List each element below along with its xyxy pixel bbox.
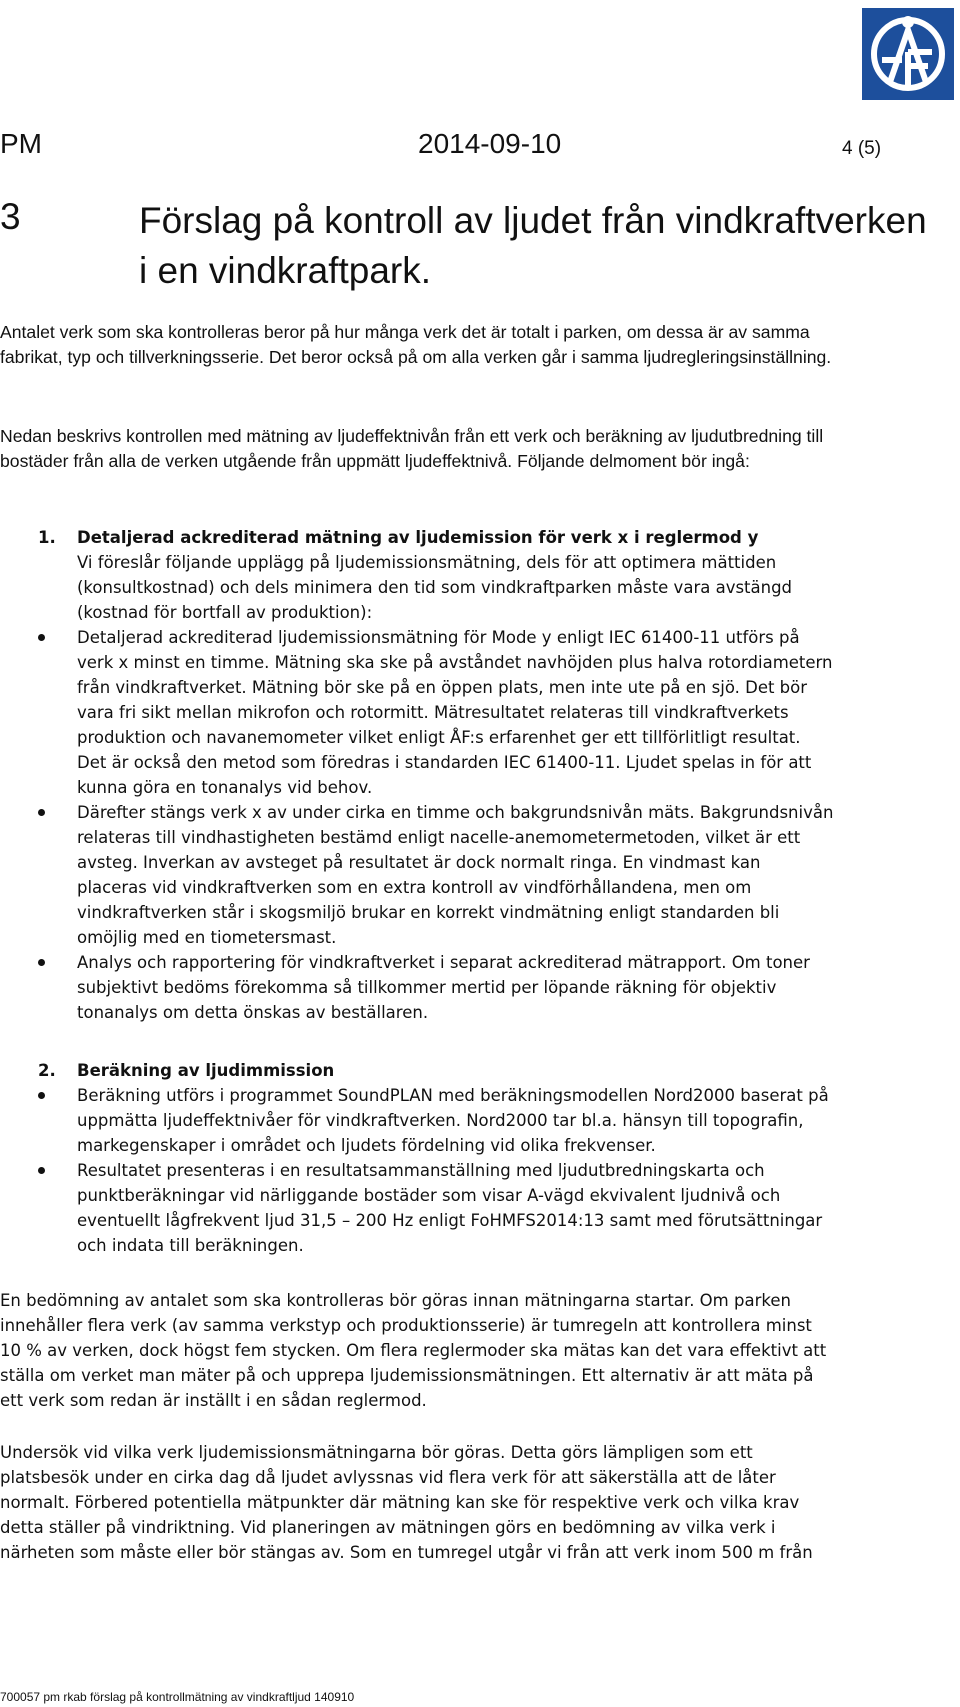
af-logo-icon: [862, 8, 954, 100]
intro-paragraph: Antalet verk som ska kontrolleras beror på hur många verk det är totalt i parken, om dessa är av samma fabrikat, typ och tillverkningsserie. Det beror också på om alla verken går i samma ljudregleringsinställning.: [0, 322, 832, 367]
bullet-icon: [38, 1092, 45, 1099]
item-title: Beräkning av ljudimmission: [77, 1061, 335, 1080]
bullet-text: Därefter stängs verk x av under cirka en timme och bakgrundsnivån mäts. Bakgrundsnivån relateras till vindhastigheten bestämd enligt nacelle-anemometermetoden, vilket är ett avsteg. Inverkan av avsteget på resultatet är dock normalt ringa. En vindmast kan placeras vid vindkraftverken som en extra kontroll av vindförhållandena, men om vindkraftverken står i skogsmiljö brukar en korrekt vindmätning enligt standarden bli omöjlig med en tiometersmast.: [77, 803, 834, 947]
item-lead: Vi föreslår följande upplägg på ljudemissionsmätning, dels för att optimera mättiden (konsultkostnad) och dels minimera den tid som vindkraftparken måste vara avstängd (kostnad för bortfall av produktion):: [77, 553, 793, 622]
bullet-icon: [38, 634, 45, 641]
numbered-item-1: [0, 525, 835, 1025]
body-paragraph: En bedömning av antalet som ska kontrolleras bör göras innan mätningarna startar. Om parken innehåller flera verk (av samma verkstyp och produktionsserie) är tumregeln att kontrollera minst 10 % av verken, dock högst fem stycken. Om flera reglermoder ska mätas kan det vara effektivt att ställa om verket man mäter på och upprepa ljudemissionsmätningen. Ett alternativ är att mäta på ett verk som redan är inställt i en sådan reglermod.: [0, 1291, 827, 1410]
item-number: 1.: [38, 528, 56, 547]
bullet-text: Beräkning utförs i programmet SoundPLAN med beräkningsmodellen Nord2000 baserat på uppmätta ljudeffektnivåer för vindkraftverken. Nord2000 tar bl.a. hänsyn till topografin, markegenskaper i området och ljudets fördelning vid olika frekvenser.: [77, 1086, 829, 1155]
bullet-text: Analys och rapportering för vindkraftverket i separat ackrediterad mätrapport. Om toner subjektivt bedöms förekomma så tillkommer mertid per löpande räkning för objektiv tonanalys om detta önskas av beställaren.: [77, 953, 810, 1022]
bullet-text: Detaljerad ackrediterad ljudemissionsmätning för Mode y enligt IEC 61400-11 utförs på verk x minst en timme. Mätning ska ske på avståndet navhöjden plus halva rotordiametern från vindkraftverket. Mätning bör ske på en öppen plats, men inte ute på en sjö. Det bör vara fri sikt mellan mikrofon och rotormitt. Mätresultatet relateras till vindkraftverkets produktion och navanemometer vilket enligt ÅF:s erfarenhet ger ett tillförlitligt resultat. Det är också den metod som föredras i standarden IEC 61400-11. Ljudet spelas in för att kunna göra en tonanalys vid behov.: [77, 628, 833, 797]
section-title: Förslag på kontroll av ljudet från vindkraftverken i en vindkraftpark.: [139, 200, 927, 291]
bullet-item: [0, 625, 835, 800]
page-number: 4 (5): [842, 138, 882, 159]
page-header: [0, 128, 960, 168]
section-number: 3: [0, 196, 21, 237]
item-number: 2.: [38, 1061, 56, 1080]
bullet-text: Resultatet presenteras i en resultatsammanställning med ljudutbredningskarta och punktberäkningar vid närliggande bostäder som visar A-vägd ekvivalent ljudnivå och eventuellt lågfrekvent ljud 31,5 – 200 Hz enligt FoHMFS2014:13 samt med förutsättningar och indata till beräkningen.: [77, 1161, 823, 1255]
bullet-item: [0, 800, 835, 950]
bullet-item: [0, 950, 835, 1025]
bullet-icon: [38, 809, 45, 816]
item-heading: [0, 525, 835, 550]
item-heading: [0, 1058, 835, 1083]
bullet-icon: [38, 1167, 45, 1174]
item-title: Detaljerad ackrediterad mätning av ljudemission för verk x i reglermod y: [77, 528, 759, 547]
bullet-item: [0, 1158, 835, 1258]
page-footer: 700057 pm rkab förslag på kontrollmätning av vindkraftljud 140910: [0, 1690, 355, 1704]
document-type: PM: [0, 128, 42, 159]
numbered-item-2: [0, 1058, 835, 1258]
intro-paragraph: Nedan beskrivs kontrollen med mätning av ljudeffektnivån från ett verk och beräkning av ljudutbredning till bostäder från alla de verken utgående från uppmätt ljudeffektnivå. Följande delmoment bör ingå:: [0, 426, 824, 471]
bullet-icon: [38, 959, 45, 966]
bullet-item: [0, 1083, 835, 1158]
body-paragraph: Undersök vid vilka verk ljudemissionsmätningarna bör göras. Detta görs lämpligen som ett platsbesök under en cirka dag då ljudet avlyssnas vid flera verk för att säkerställa att de låter normalt. Förbered potentiella mätpunkter där mätning kan ske för respektive verk och vilka krav detta ställer på vindriktning. Vid planeringen av mätningen görs en bedömning av vilka verk i närheten som måste eller bör stängas av. Som en tumregel utgår vi från att verk inom 500 m från: [0, 1443, 813, 1562]
document-date: 2014-09-10: [418, 128, 562, 159]
